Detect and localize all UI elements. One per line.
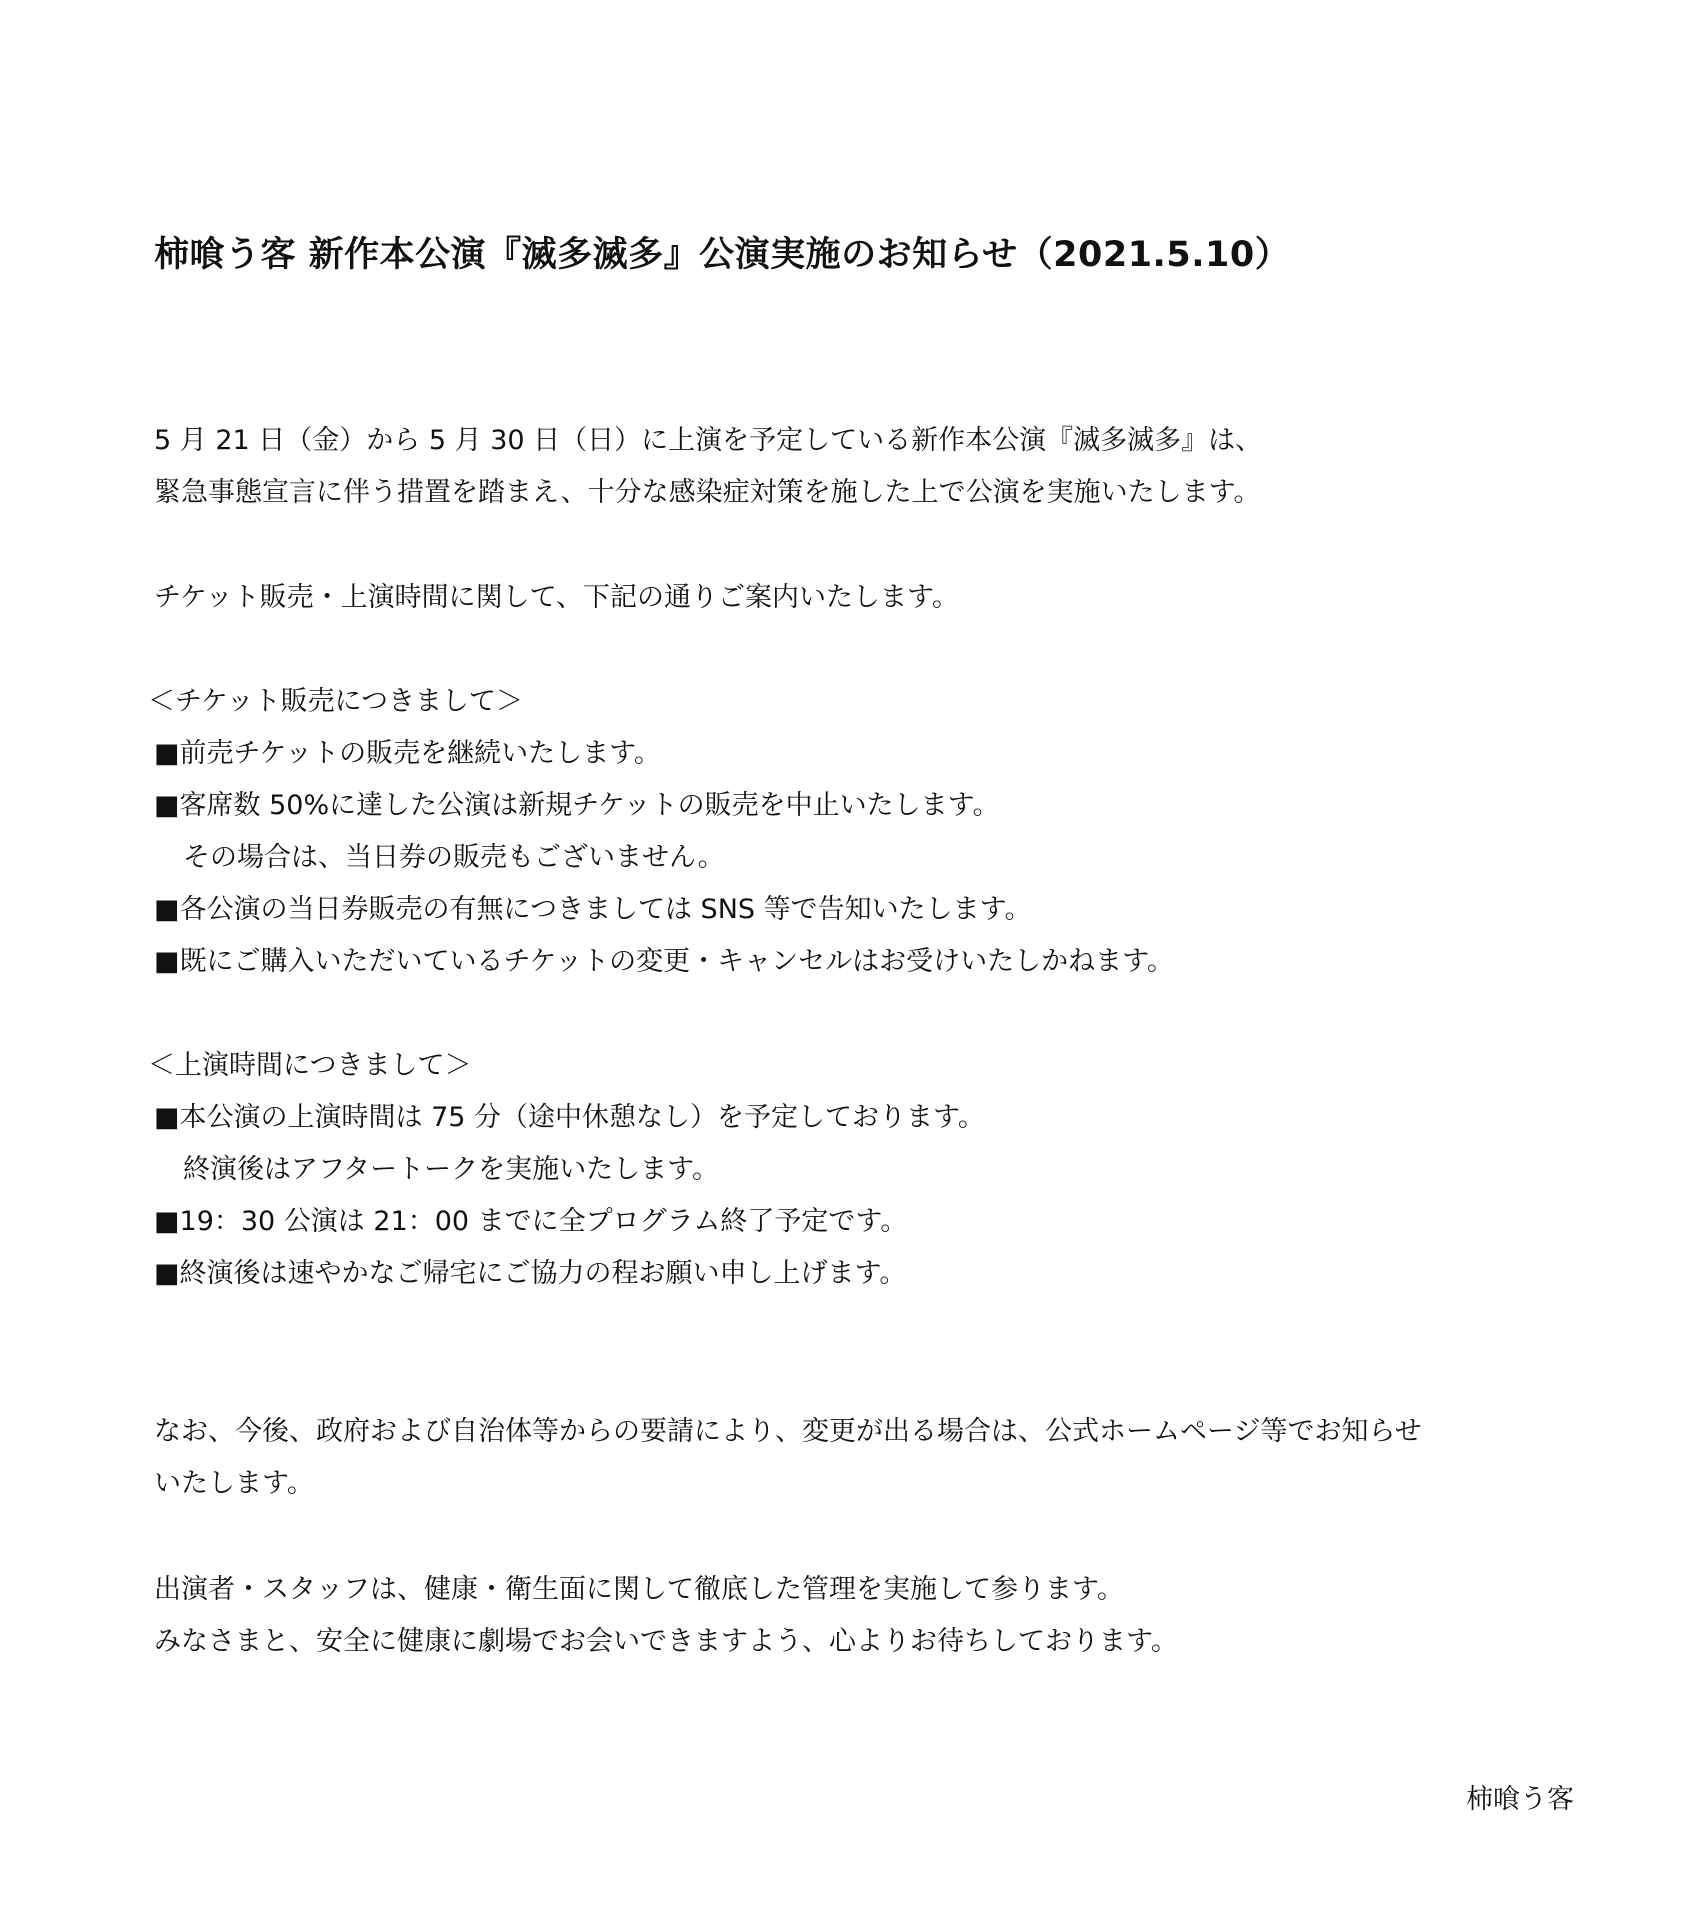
closing-line-2: みなさまと、安全に健康に劇場でお会いできますよう、心よりお待ちしております。 — [154, 1626, 1178, 1657]
time-item-end-time: ■19：30 公演は 21：00 までに全プログラム終了予定です。 — [154, 1206, 908, 1237]
time-item-go-home: ■終演後は速やかなご帰宅にご協力の程お願い申し上げます。 — [154, 1258, 907, 1289]
closing-line-1: 出演者・スタッフは、健康・衛生面に関して徹底した管理を実施して参ります。 — [154, 1574, 1124, 1605]
ticket-item-no-refund: ■既にご購入いただいているチケットの変更・キャンセルはお受けいたしかねます。 — [154, 946, 1174, 977]
ticket-section-heading: ＜チケット販売につきまして＞ — [148, 686, 524, 717]
ticket-item-day-tickets: ■各公演の当日券販売の有無につきましては SNS 等で告知いたします。 — [154, 894, 1032, 925]
ticket-item-advance-sales: ■前売チケットの販売を継続いたします。 — [154, 738, 661, 769]
ticket-item-capacity-limit: ■客席数 50%に達した公演は新規チケットの販売を中止いたします。 — [154, 790, 1000, 821]
guidance-text: チケット販売・上演時間に関して、下記の通りご案内いたします。 — [154, 582, 959, 613]
notice-line-2: いたします。 — [154, 1468, 314, 1499]
signature: 柿喰う客 — [1466, 1784, 1574, 1815]
ticket-item-capacity-note: その場合は、当日券の販売もございません。 — [183, 842, 725, 873]
time-item-after-talk: 終演後はアフタートークを実施いたします。 — [183, 1154, 719, 1185]
page-title: 柿喰う客 新作本公演『滅多滅多』公演実施のお知らせ（2021.5.10） — [154, 235, 1291, 275]
time-item-duration: ■本公演の上演時間は 75 分（途中休憩なし）を予定しております。 — [154, 1102, 985, 1133]
notice-line-1: なお、今後、政府および自治体等からの要請により、変更が出る場合は、公式ホームページ等でお知らせ — [154, 1416, 1422, 1447]
time-section-heading: ＜上演時間につきまして＞ — [148, 1050, 472, 1081]
intro-line-1: 5 月 21 日（金）から 5 月 30 日（日）に上演を予定している新作本公演『滅多滅多』は、 — [154, 425, 1263, 456]
intro-line-2: 緊急事態宣言に伴う措置を踏まえ、十分な感染症対策を施した上で公演を実施いたします。 — [154, 477, 1261, 508]
